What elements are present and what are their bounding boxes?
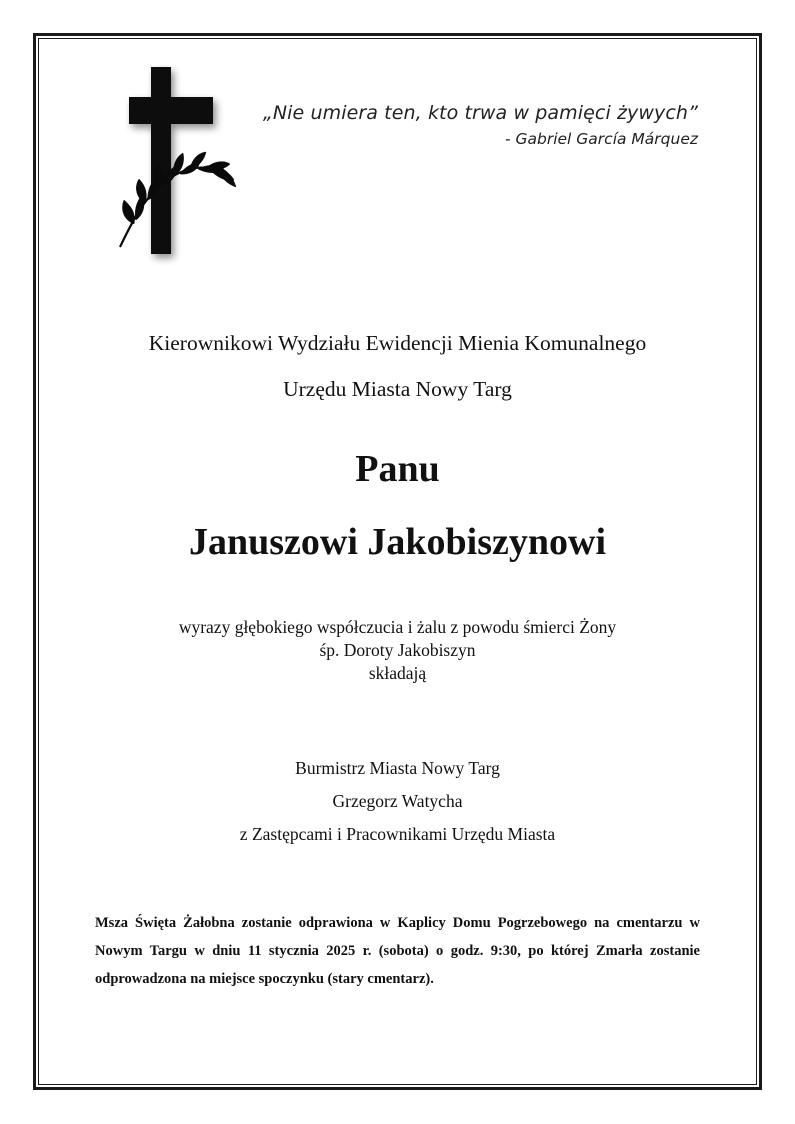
recipient-name: Januszowi Jakobiszynowi <box>188 521 607 563</box>
funeral-mass-notice: Msza Święta Żałobna zostanie odprawiona w Kaplicy Domu Pogrzebowego na cmentarzu w Nowym Targu w dniu 11 stycznia 2025 r. (sobota) o godz. 9:30, po której Zmarła zostanie odprowadzona na miejsce spoczynku (stary cmentarz). <box>95 915 700 987</box>
recipient-office: Urzędu Miasta Nowy Targ <box>283 377 512 401</box>
sender-staff: z Zastępcami i Pracownikami Urzędu Miasta <box>239 824 556 844</box>
sender-title: Burmistrz Miasta Nowy Targ <box>295 758 500 778</box>
recipient-department: Kierownikowi Wydziału Ewidencji Mienia Komunalnego <box>148 331 647 355</box>
quote-author: - Gabriel García Márquez <box>504 130 698 148</box>
sender-name: Grzegorz Watycha <box>332 791 463 811</box>
epigraph <box>263 100 698 150</box>
salutation: Panu <box>355 448 440 490</box>
condolence-message <box>0 616 795 685</box>
quote-text: „Nie umiera ten, kto trwa w pamięci żywych” <box>262 102 698 124</box>
condolence-line: wyrazy głębokiego współczucia i żalu z powodu śmierci Żony <box>178 617 617 637</box>
cross-with-palm-icon <box>112 62 252 267</box>
deceased-name: śp. Doroty Jakobiszyn <box>319 640 476 660</box>
condolence-verb: składają <box>368 663 427 683</box>
senders-block <box>0 752 795 851</box>
